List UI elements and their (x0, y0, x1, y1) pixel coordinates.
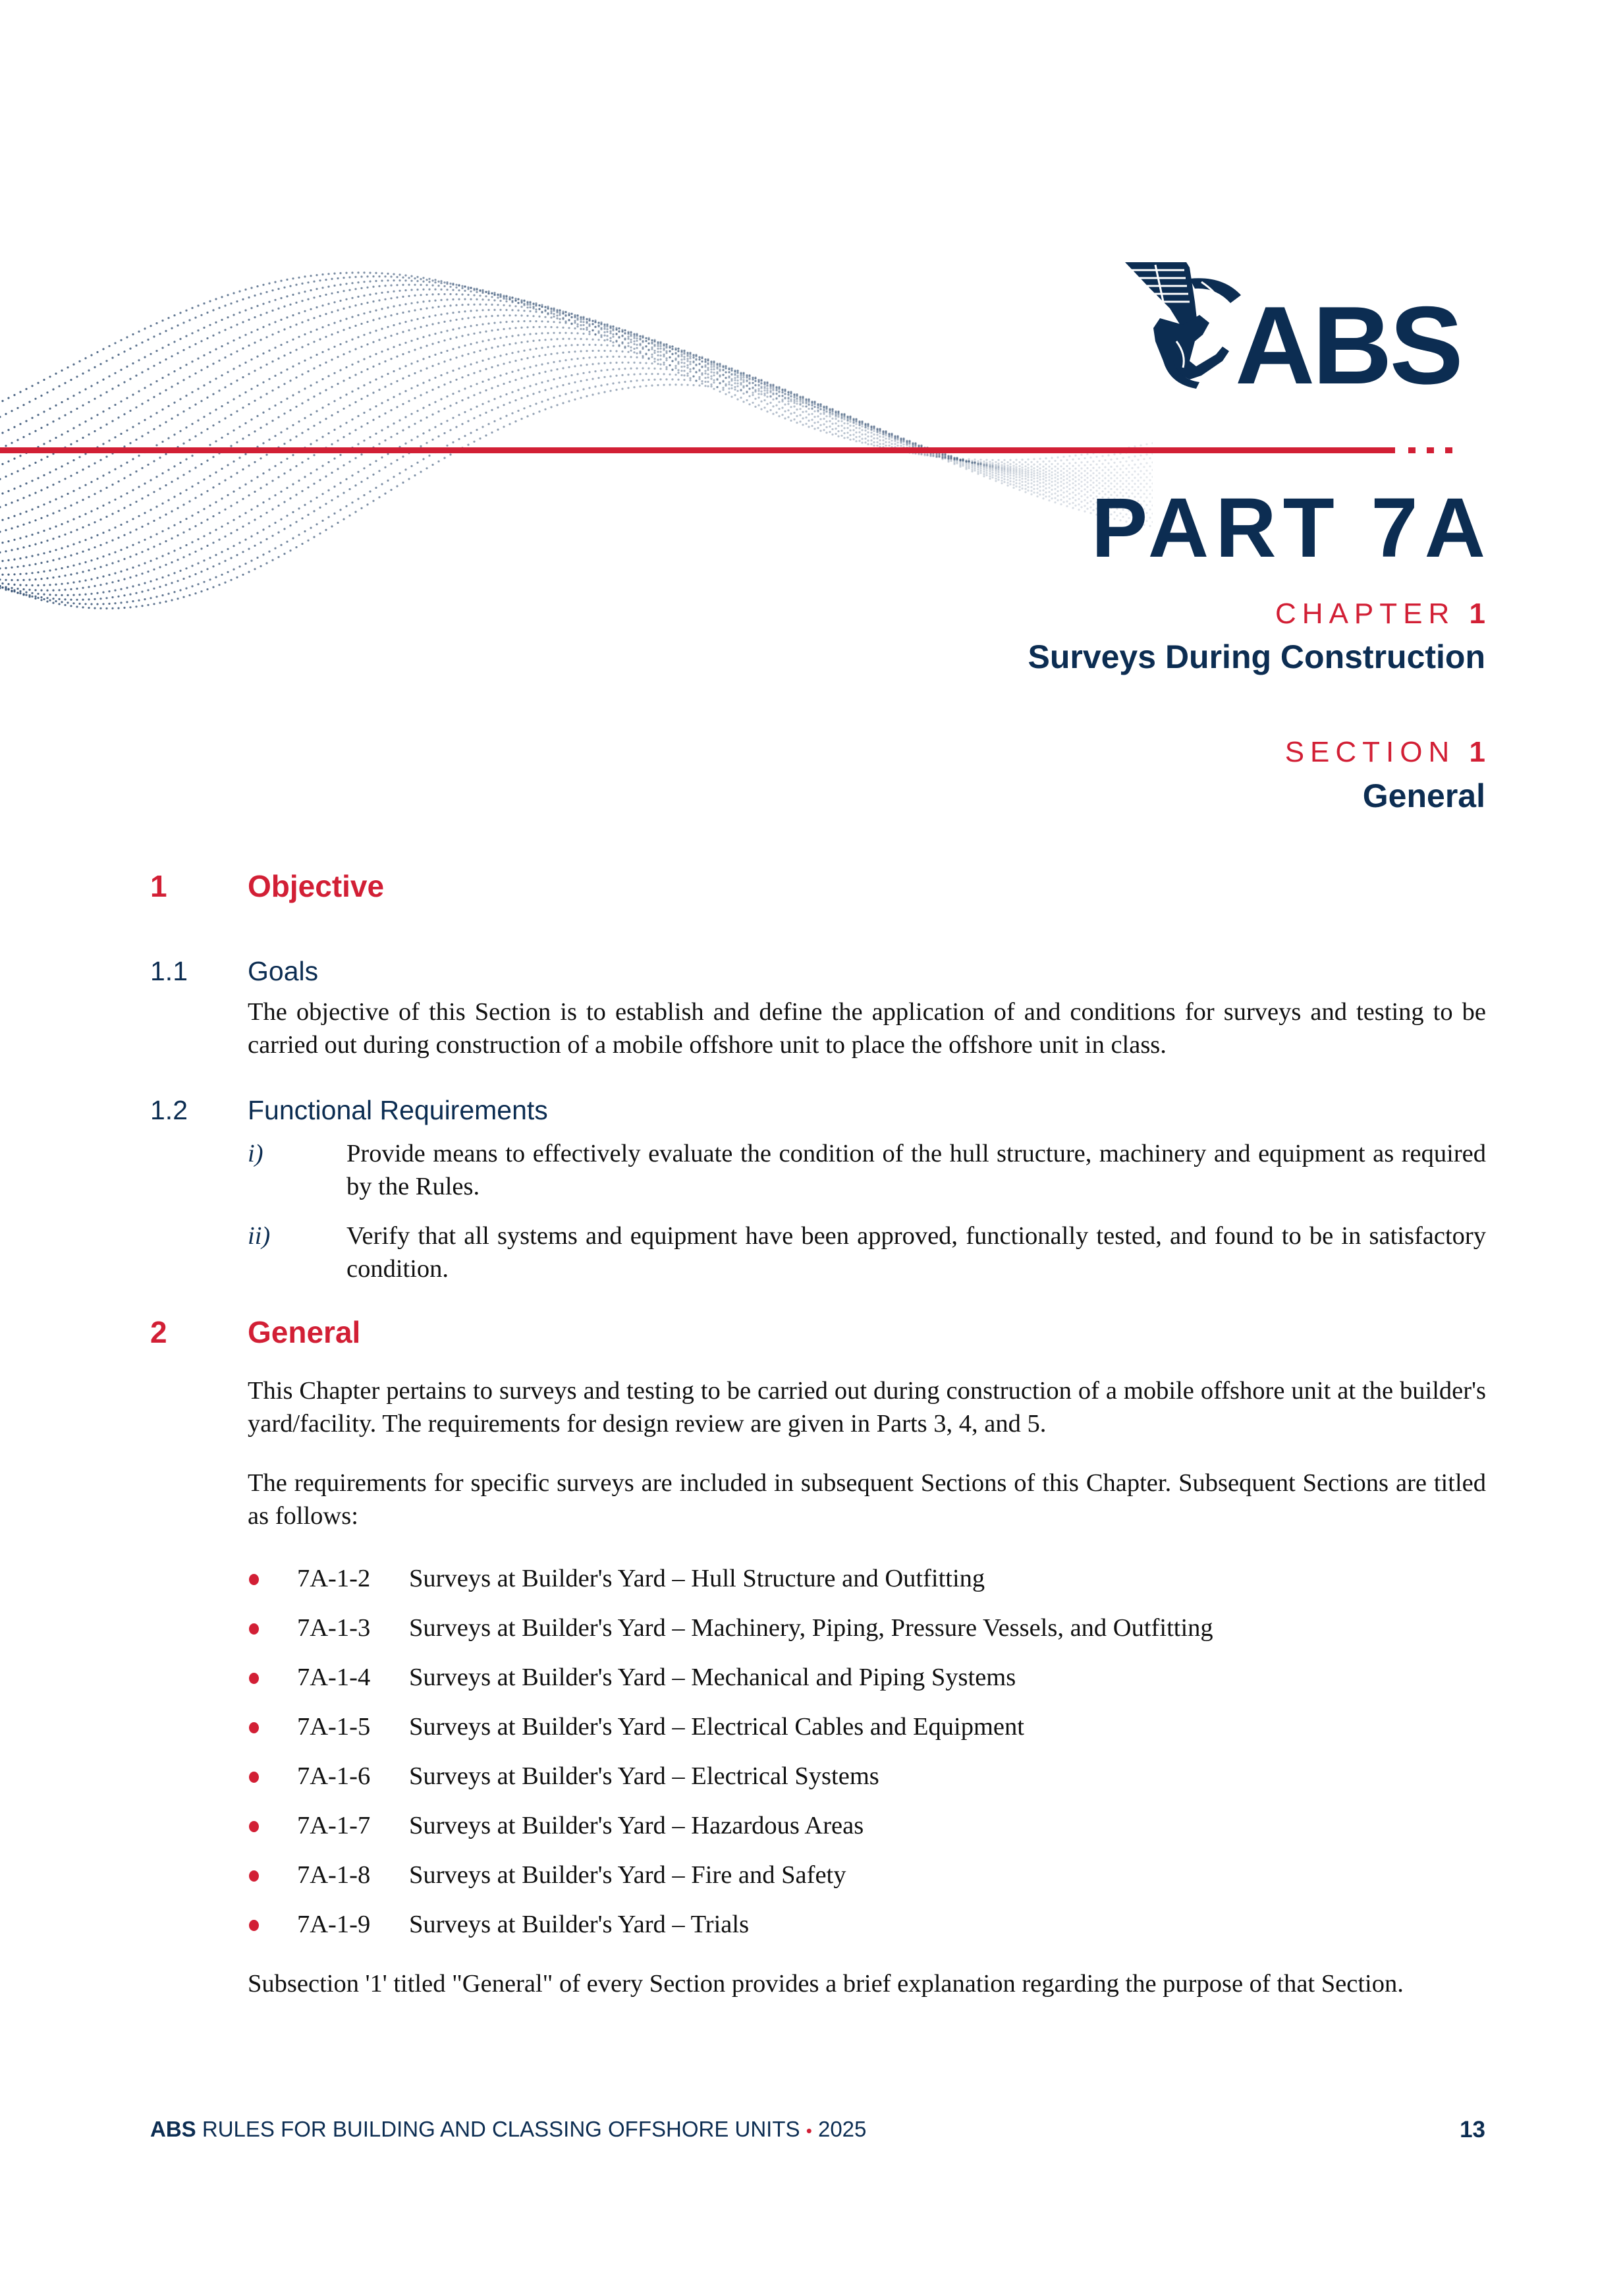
item-text: Verify that all systems and equipment have been approved, functionally tested, and found to be in satisfactory condition. (346, 1222, 1486, 1283)
section-ref: 7A-1-3 (297, 1614, 371, 1642)
wave-dots (0, 271, 1153, 609)
item-text: Provide means to effectively evaluate the condition of the hull structure, machinery and equipment as required by the Rules. (346, 1140, 1486, 1200)
rule-dot (1445, 447, 1452, 453)
section-label (1285, 738, 1485, 767)
item-marker: i) (248, 1140, 263, 1167)
section-ref: 7A-1-2 (297, 1565, 371, 1592)
chapter-title: Surveys During Construction (1028, 638, 1485, 675)
closing-paragraph: Subsection '1' titled "General" of every Section provides a brief explanation regarding the purpose of that Section. (248, 1970, 1404, 1998)
footer-separator: • (806, 2121, 812, 2141)
dotted-wave-graphic (0, 244, 1153, 613)
chapter-label-text: CHAPTER (1275, 598, 1456, 630)
section-label-text: SECTION (1284, 736, 1456, 768)
section-title: General (1362, 777, 1485, 814)
bullet-icon (249, 1821, 259, 1832)
general-paragraph: This Chapter pertains to surveys and testing to be carried out during construction of a mobile offshore unit at the builder's yard/facility. The requirements for design review are given in Parts 3, 4, and 5. (248, 1377, 1486, 1438)
bullet-icon (249, 1772, 259, 1783)
bullet-icon (249, 1623, 259, 1635)
chapter-number: 1 (1469, 598, 1485, 630)
requirement-item (248, 1219, 1486, 1285)
heading-number: 1 (150, 869, 167, 903)
subheading-number: 1.1 (150, 956, 188, 986)
rule-dot (1408, 447, 1416, 453)
section-ref-title: Surveys at Builder's Yard – Electrical Systems (409, 1762, 879, 1790)
footer-title: RULES FOR BUILDING AND CLASSING OFFSHORE UNITS (202, 2117, 800, 2141)
rule-dot (1427, 447, 1434, 453)
bullet-icon (249, 1673, 259, 1684)
section-ref-title: Surveys at Builder's Yard – Mechanical and Piping Systems (409, 1664, 1016, 1691)
subheading-number: 1.2 (150, 1095, 188, 1125)
section-ref-title: Surveys at Builder's Yard – Machinery, Piping, Pressure Vessels, and Outfitting (409, 1614, 1213, 1642)
section-ref-title: Surveys at Builder's Yard – Fire and Safety (409, 1861, 846, 1889)
footer-brand: ABS (150, 2117, 196, 2141)
heading-number: 2 (150, 1315, 167, 1349)
part-title: PART 7A (1091, 481, 1492, 575)
bullet-icon (249, 1870, 259, 1882)
section-ref-title: Surveys at Builder's Yard – Hazardous Areas (409, 1812, 864, 1839)
section-ref: 7A-1-5 (297, 1713, 371, 1741)
goals-paragraph: The objective of this Section is to establish and define the application of and conditions for surveys and testing to be carried out during construction of a mobile offshore unit to place the offshore unit in class. (248, 998, 1486, 1059)
bullet-icon (249, 1574, 259, 1585)
section-ref-title: Surveys at Builder's Yard – Trials (409, 1911, 750, 1938)
heading-text: Objective (248, 869, 385, 903)
section-ref: 7A-1-4 (297, 1664, 371, 1691)
header-rule (0, 447, 1395, 453)
section-ref-title: Surveys at Builder's Yard – Electrical Cables and Equipment (409, 1713, 1024, 1741)
subheading-text: Functional Requirements (248, 1095, 548, 1125)
general-paragraph: The requirements for specific surveys are included in subsequent Sections of this Chapter. Subsequent Sections are titled as follows: (248, 1469, 1486, 1530)
subheading-text: Goals (248, 956, 319, 986)
abs-wordmark-logo: ABS (1235, 283, 1461, 407)
eagle-emblem-icon (1124, 262, 1246, 391)
page-number: 13 (1460, 2117, 1485, 2142)
bullet-icon (249, 1920, 259, 1931)
bullet-icon (249, 1722, 259, 1733)
heading-text: General (248, 1315, 361, 1349)
section-number: 1 (1469, 736, 1485, 768)
section-ref: 7A-1-6 (297, 1762, 371, 1790)
footer-year: 2025 (817, 2117, 867, 2141)
page-footer (150, 2118, 866, 2140)
requirement-item (248, 1137, 1486, 1203)
section-ref: 7A-1-9 (297, 1911, 371, 1938)
item-marker: ii) (248, 1222, 271, 1250)
section-ref-title: Surveys at Builder's Yard – Hull Structure and Outfitting (409, 1565, 985, 1592)
chapter-label (1275, 600, 1485, 629)
section-ref: 7A-1-7 (297, 1812, 371, 1839)
section-ref: 7A-1-8 (297, 1861, 371, 1889)
